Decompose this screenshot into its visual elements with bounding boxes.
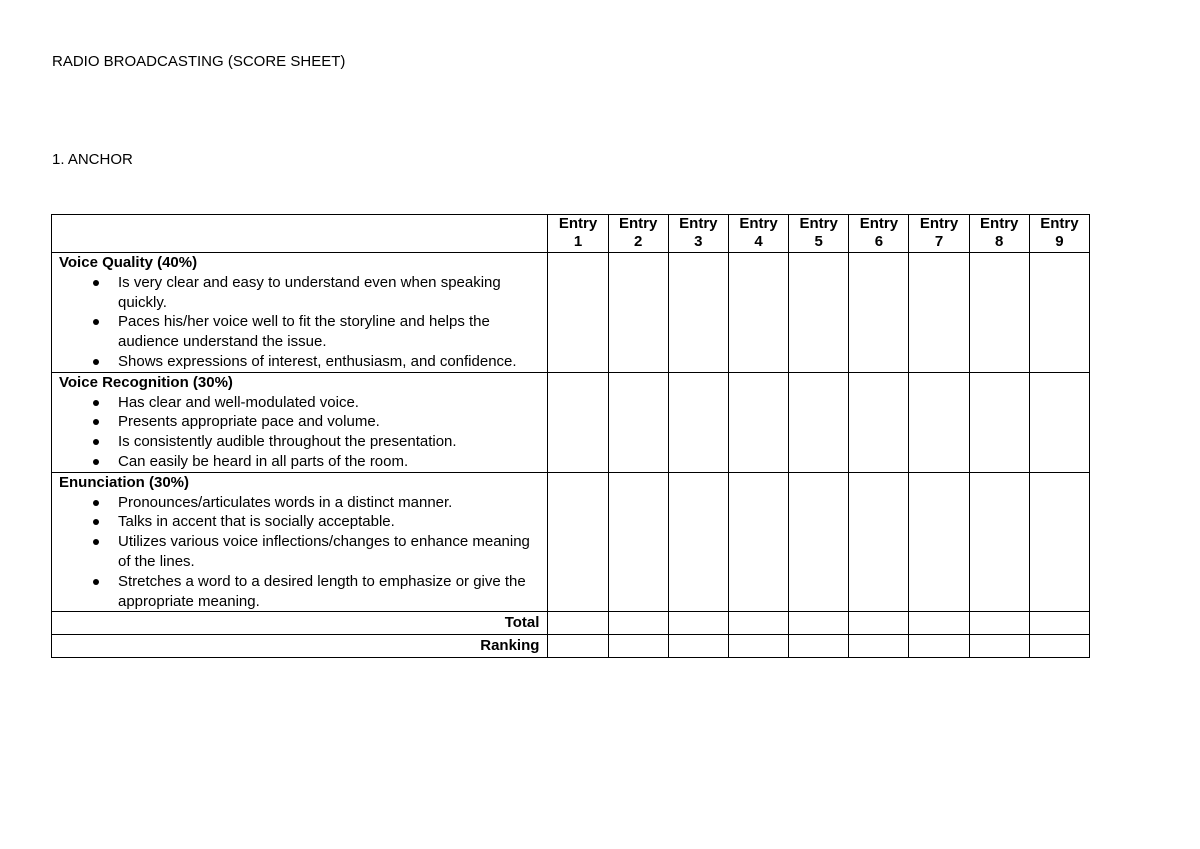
criterion-item: Utilizes various voice inflections/changes to enhance meaning of the lines. bbox=[118, 532, 541, 572]
summary-cell-entry-9[interactable] bbox=[1029, 635, 1089, 658]
criterion-item: Is consistently audible throughout the presentation. bbox=[118, 432, 541, 452]
score-cell-entry-8[interactable] bbox=[969, 253, 1029, 373]
entry-header-label: Entry bbox=[619, 215, 658, 232]
summary-label: Total bbox=[52, 612, 548, 635]
entry-header-label: Entry bbox=[859, 215, 899, 232]
entry-header-number: 9 bbox=[1055, 233, 1064, 250]
criterion-row bbox=[52, 372, 1090, 472]
summary-cell-entry-6[interactable] bbox=[849, 612, 909, 635]
entry-header-label: Entry bbox=[799, 215, 838, 232]
summary-cell-entry-7[interactable] bbox=[909, 612, 969, 635]
score-cell-entry-6[interactable] bbox=[849, 472, 909, 612]
criterion-cell bbox=[52, 253, 548, 373]
entry-header-number: 6 bbox=[874, 233, 884, 250]
score-cell-entry-3[interactable] bbox=[668, 253, 728, 373]
entry-header-number: 1 bbox=[573, 233, 583, 250]
score-cell-entry-5[interactable] bbox=[789, 372, 849, 472]
score-cell-entry-1[interactable] bbox=[548, 472, 608, 612]
entry-header-number: 8 bbox=[995, 233, 1004, 250]
criterion-item: Is very clear and easy to understand even when speaking quickly. bbox=[118, 273, 541, 313]
summary-cell-entry-2[interactable] bbox=[608, 612, 668, 635]
score-cell-entry-2[interactable] bbox=[608, 472, 668, 612]
score-cell-entry-8[interactable] bbox=[969, 372, 1029, 472]
score-cell-entry-2[interactable] bbox=[608, 253, 668, 373]
entry-header-number: 3 bbox=[694, 233, 703, 250]
criterion-row bbox=[52, 472, 1090, 612]
criterion-item: Shows expressions of interest, enthusiasm, and confidence. bbox=[118, 352, 541, 372]
entry-header-label: Entry bbox=[1040, 215, 1079, 232]
entry-header-5 bbox=[789, 215, 849, 253]
score-cell-entry-3[interactable] bbox=[668, 472, 728, 612]
entry-header-number: 7 bbox=[934, 233, 944, 250]
criterion-item: Stretches a word to a desired length to emphasize or give the appropriate meaning. bbox=[118, 572, 541, 612]
score-cell-entry-9[interactable] bbox=[1029, 253, 1089, 373]
criterion-item: Paces his/her voice well to fit the storyline and helps the audience understand the issue. bbox=[118, 312, 541, 352]
summary-cell-entry-1[interactable] bbox=[548, 635, 608, 658]
summary-cell-entry-5[interactable] bbox=[789, 635, 849, 658]
score-cell-entry-4[interactable] bbox=[728, 372, 788, 472]
criterion-list bbox=[59, 493, 541, 612]
criterion-item: Talks in accent that is socially acceptable. bbox=[118, 512, 541, 532]
score-cell-entry-1[interactable] bbox=[548, 372, 608, 472]
criterion-title: Enunciation (30%) bbox=[59, 473, 190, 491]
score-cell-entry-9[interactable] bbox=[1029, 372, 1089, 472]
summary-cell-entry-4[interactable] bbox=[728, 635, 788, 658]
score-cell-entry-2[interactable] bbox=[608, 372, 668, 472]
section-heading: 1. ANCHOR bbox=[52, 151, 133, 168]
summary-row bbox=[52, 635, 1090, 658]
summary-cell-entry-7[interactable] bbox=[909, 635, 969, 658]
summary-cell-entry-8[interactable] bbox=[969, 612, 1029, 635]
entry-header-2 bbox=[608, 215, 668, 253]
summary-cell-entry-2[interactable] bbox=[608, 635, 668, 658]
entry-header-3 bbox=[668, 215, 728, 253]
entry-header-7 bbox=[909, 215, 969, 253]
document-title: RADIO BROADCASTING (SCORE SHEET) bbox=[52, 53, 346, 70]
criterion-row bbox=[52, 253, 1090, 373]
criterion-cell bbox=[52, 372, 548, 472]
summary-cell-entry-3[interactable] bbox=[668, 612, 728, 635]
entry-header-label: Entry bbox=[919, 215, 959, 232]
score-cell-entry-4[interactable] bbox=[728, 253, 788, 373]
score-cell-entry-7[interactable] bbox=[909, 372, 969, 472]
entry-header-1 bbox=[548, 215, 608, 253]
score-cell-entry-3[interactable] bbox=[668, 372, 728, 472]
entry-header-6 bbox=[849, 215, 909, 253]
score-cell-entry-6[interactable] bbox=[849, 372, 909, 472]
criterion-title: Voice Quality (40%) bbox=[59, 254, 198, 271]
score-cell-entry-4[interactable] bbox=[728, 472, 788, 612]
score-cell-entry-7[interactable] bbox=[909, 472, 969, 612]
score-table bbox=[51, 214, 1090, 658]
criterion-item: Pronounces/articulates words in a distinct manner. bbox=[118, 493, 541, 513]
entry-header-number: 5 bbox=[814, 233, 823, 250]
summary-cell-entry-5[interactable] bbox=[789, 612, 849, 635]
table-header-row bbox=[52, 215, 1090, 253]
criteria-header-cell bbox=[52, 215, 548, 253]
criterion-item: Can easily be heard in all parts of the room. bbox=[118, 452, 541, 472]
score-cell-entry-5[interactable] bbox=[789, 253, 849, 373]
entry-header-label: Entry bbox=[739, 215, 778, 232]
summary-cell-entry-8[interactable] bbox=[969, 635, 1029, 658]
criterion-list bbox=[59, 273, 541, 372]
criterion-cell bbox=[52, 472, 548, 612]
entry-header-label: Entry bbox=[980, 215, 1019, 232]
entry-header-4 bbox=[728, 215, 788, 253]
entry-header-label: Entry bbox=[558, 215, 598, 232]
entry-header-number: 4 bbox=[754, 233, 763, 250]
score-cell-entry-1[interactable] bbox=[548, 253, 608, 373]
summary-cell-entry-4[interactable] bbox=[728, 612, 788, 635]
summary-label: Ranking bbox=[52, 635, 548, 658]
summary-cell-entry-6[interactable] bbox=[849, 635, 909, 658]
criterion-title: Voice Recognition (30%) bbox=[59, 373, 233, 391]
criterion-item: Has clear and well-modulated voice. bbox=[118, 393, 541, 413]
score-cell-entry-9[interactable] bbox=[1029, 472, 1089, 612]
summary-cell-entry-9[interactable] bbox=[1029, 612, 1089, 635]
summary-cell-entry-1[interactable] bbox=[548, 612, 608, 635]
entry-header-8 bbox=[969, 215, 1029, 253]
entry-header-number: 2 bbox=[634, 233, 643, 250]
score-cell-entry-7[interactable] bbox=[909, 253, 969, 373]
entry-header-label: Entry bbox=[679, 215, 718, 232]
entry-header-9 bbox=[1029, 215, 1089, 253]
score-cell-entry-6[interactable] bbox=[849, 253, 909, 373]
score-cell-entry-8[interactable] bbox=[969, 472, 1029, 612]
summary-row bbox=[52, 612, 1090, 635]
criterion-list bbox=[59, 393, 541, 472]
summary-cell-entry-3[interactable] bbox=[668, 635, 728, 658]
score-cell-entry-5[interactable] bbox=[789, 472, 849, 612]
criterion-item: Presents appropriate pace and volume. bbox=[118, 412, 541, 432]
